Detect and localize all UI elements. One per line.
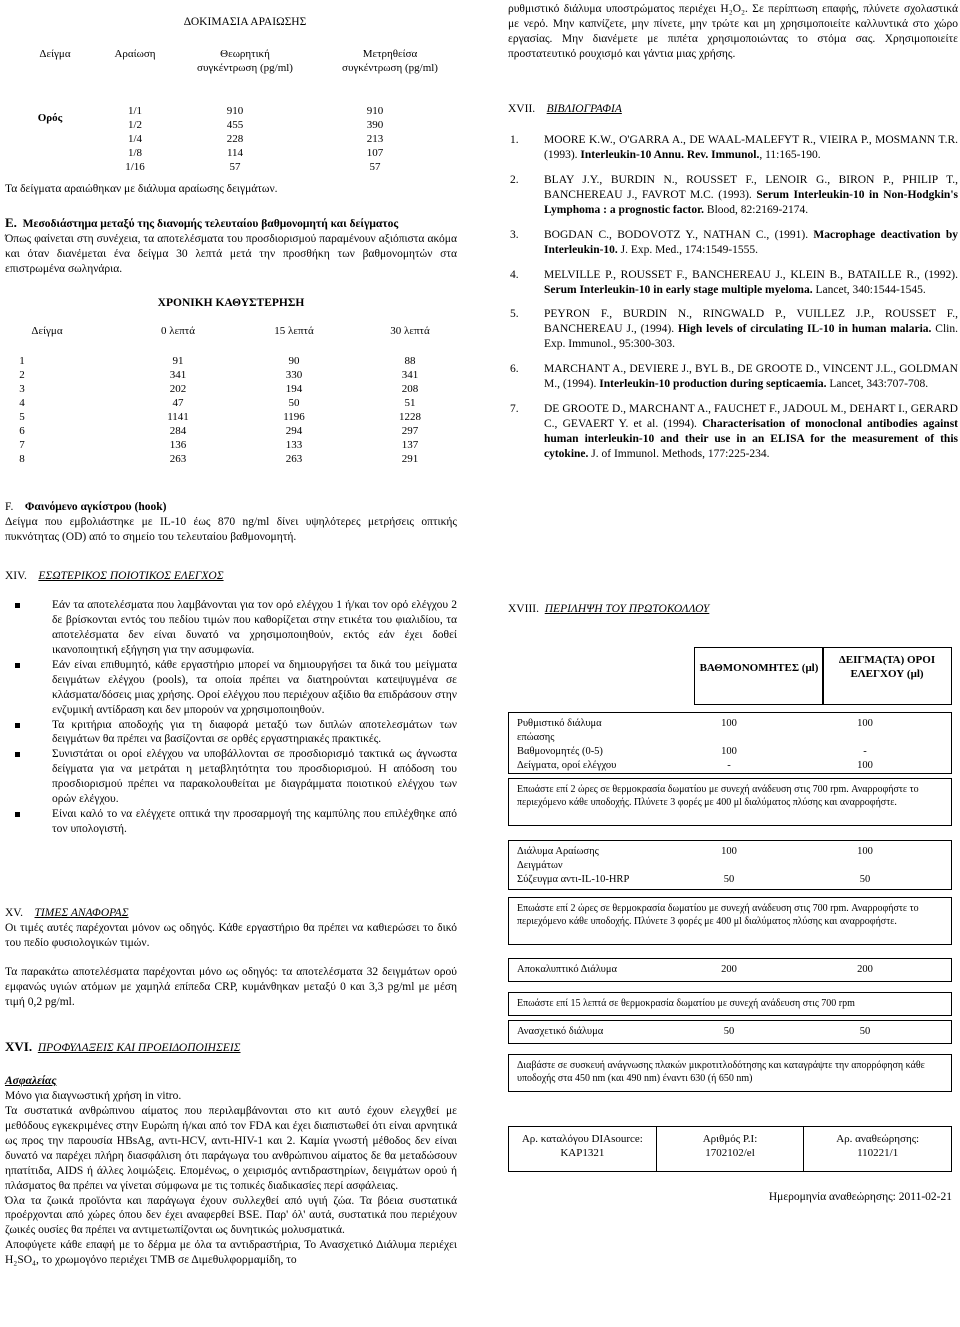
delay-table-title: ΧΡΟΝΙΚΗ ΚΑΘΥΣΤΕΡΗΣΗ [157, 297, 305, 309]
step-value: 100 [857, 718, 873, 729]
table-row [5, 452, 457, 466]
protocol-incubation-3 [508, 992, 952, 1016]
quality-control-list [5, 598, 457, 837]
ref-authors: BLAY J.Y., BURDIN N., ROUSSET F., LENOIR G., BIRON P., PHILIP T., BANCHEREAU J., FAVROT M.C. (1993). [544, 173, 958, 201]
delay-cell: 6 [19, 425, 25, 437]
step-value: 100 [857, 846, 873, 857]
ref-authors: BOGDAN C., BODOVOTZ Y., NATHAN C., (1991). [544, 228, 814, 241]
step-label: Ρυθμιστικό διάλυμα [517, 718, 602, 729]
delay-cell: 291 [401, 453, 419, 465]
dilution-test-title: ΔΟΚΙΜΑΣΙΑ ΑΡΑΙΩΣΗΣ [183, 16, 307, 28]
table-row [5, 160, 457, 174]
step-label: Δειγμάτων [517, 860, 563, 871]
theoretical-cell: 114 [226, 147, 244, 159]
delay-cell: 2 [19, 369, 25, 381]
delay-cell: 136 [169, 439, 187, 451]
protocol-block-3 [508, 958, 952, 982]
delay-cell: 284 [169, 425, 187, 437]
delay-cell: 90 [288, 355, 300, 367]
step-value: 100 [721, 718, 737, 729]
ref-title: Macrophage deactivation by Interleukin-10. [544, 228, 958, 256]
step-label: επώασης [517, 732, 555, 743]
step-label: Ανασχετικό διάλυμα [517, 1026, 604, 1037]
delay-cell: 341 [169, 369, 187, 381]
delay-header-15min: 15 λεπτά [274, 325, 314, 337]
section-xiv-num: XIV. [5, 570, 27, 582]
delay-table-header [5, 324, 457, 338]
safety-section [5, 1074, 457, 1268]
table-row [5, 410, 457, 424]
measured-cell: 390 [366, 119, 384, 131]
catalog-value: 1702102/el [705, 1147, 755, 1160]
list-item: Εάν είναι επιθυμητό, κάθε εργαστήριο μπορεί να δημιουργήσει τα δικά του μείγματα δειγμάτων ελέγχου (pools), τα οποία πρέπει να διατηρούνται κατεψυγμένα σε κλάσματα/δόσεις μιας χρήσης. Οροί ελέγχου που περιέχουν αξίδιο θα επιδράσουν στην ενζυμική αντίδραση και δεν μπορούν να χρησιμοποιηθούν. [5, 658, 457, 718]
theoretical-cell: 455 [226, 119, 244, 131]
revision-date: Ημερομηνία αναθεώρησης: 2011-02-21 [768, 1191, 952, 1203]
read-text: Διαβάστε σε συσκευή ανάγνωσης πλακών μικροτιτλοδότησης και καταγράψτε την απορρόφηση κάθε υποδοχής στα 450 nm (και 490 nm) έναντι 630 (ή 650 nm) [517, 1060, 925, 1084]
ref-title: Interleukin-10 production during septicaemia. [599, 378, 827, 391]
header-text: ΒΑΘΜΟΝΟΜΗΤΕΣ (μl) [699, 662, 819, 674]
table-row [5, 438, 457, 452]
section-xiv-title: ΕΣΩΤΕΡΙΚΟΣ ΠΟΙΟΤΙΚΟΣ ΕΛΕΓΧΟΣ [38, 570, 224, 582]
section-xiv-heading [5, 569, 457, 584]
catalog-label: Αρ. αναθεώρησης: [836, 1133, 920, 1145]
ref-authors: PEYRON F., BURDIN N., RINGWALD P., VUILLEZ J.P., ROUSSET F., BANCHEREAU J., (1994). [544, 308, 958, 336]
protocol-header-calibrators [694, 647, 824, 705]
dilution-cell: 1/4 [127, 133, 143, 145]
section-xvi-title: ΠΡΟΦΥΛΑΞΕΙΣ ΚΑΙ ΠΡΟΕΙΔΟΠΟΙΗΣΕΙΣ [37, 1042, 241, 1054]
step-value: 50 [723, 874, 735, 885]
list-item [508, 307, 958, 352]
revision-number [804, 1127, 951, 1171]
delay-cell: 50 [288, 397, 300, 409]
delay-cell: 194 [285, 383, 303, 395]
table-row [5, 354, 457, 368]
delay-header-sample: Δείγμα [31, 325, 63, 337]
protocol-header-samples [822, 647, 952, 705]
delay-cell: 1141 [167, 411, 189, 423]
ref-number: 4. [510, 268, 519, 281]
ref-title: High levels of circulating IL-10 in human malaria. [677, 323, 932, 336]
delay-cell: 208 [401, 383, 419, 395]
delay-cell: 1 [19, 355, 25, 367]
section-e [5, 215, 457, 277]
measured-cell: 57 [369, 161, 381, 173]
delay-cell: 91 [172, 355, 184, 367]
protocol-block-2 [508, 840, 952, 890]
step-value: 100 [721, 746, 737, 757]
safety-title: Ασφαλείας [5, 1075, 57, 1087]
delay-cell: 47 [172, 397, 184, 409]
delay-cell: 137 [401, 439, 419, 451]
theoretical-cell: 57 [229, 161, 241, 173]
section-f-letter: F. [5, 501, 14, 513]
table-row [5, 132, 457, 146]
table-row [5, 382, 457, 396]
delay-cell: 297 [401, 425, 419, 437]
catalog-label: Αριθμός P.I: [702, 1133, 758, 1145]
delay-cell: 1196 [283, 411, 305, 423]
section-xv-title: ΤΙΜΕΣ ΑΝΑΦΟΡΑΣ [34, 907, 129, 919]
ref-source: Lancet, 340:1544-1545. [812, 283, 926, 296]
section-e-text: Όπως φαίνεται στη συνέχεια, τα αποτελέσματα του προσδιορισμού παραμένουν αξιόπιστα ακόμα και όταν διανέμεται ένα δείγμα 30 λεπτά μετά την προσθήκη των βαθμονομητών στα επιστρωμένα σωληνάρια. [5, 232, 457, 275]
step-label: Σύζευγμα αντι-IL-10-HRP [517, 874, 630, 885]
list-item [508, 402, 958, 462]
step-label: Βαθμονομητές (0-5) [517, 746, 603, 757]
right-top-text: ρυθμιστικό διάλυμα υποστρώματος περιέχει H₂O₂. Σε περίπτωση επαφής, πλύνετε σχολαστικά με νερό. Μην καπνίζετε, μην πίνετε, μην τρώτε και μη χρησιμοποιείτε καλλυντικά στο χώρο εργασίας. Μην διανέμετε με πιπέτα χρησιμοποιώντας το στόμα σας. Χρησιμοποιείτε προστατευτικό ρουχισμό και γάντια μιας χρήσης. [508, 3, 958, 60]
table-row [5, 118, 457, 132]
list-item [508, 228, 958, 258]
section-xvii-title: ΒΙΒΛΙΟΓΡΑΦΙΑ [546, 103, 622, 115]
step-label: Διάλυμα Αραίωσης [517, 846, 599, 857]
delay-cell: 8 [19, 453, 25, 465]
section-xvi-num: XVI. [5, 1039, 33, 1054]
delay-cell: 202 [169, 383, 187, 395]
protocol-incubation-2 [508, 897, 952, 945]
ref-title: Characterisation of monoclonal antibodies against human interleukin-10 and their use in an ELISA for the measurement of this cytokine. [544, 418, 958, 460]
ref-authors: MELVILLE P., ROUSSET F., BANCHEREAU J., KLEIN B., BATAILLE R., (1992). [544, 268, 958, 281]
list-item [508, 133, 958, 163]
ref-number: 2. [510, 173, 519, 186]
table-row [5, 146, 457, 160]
ref-title: Interleukin-10 Annu. Rev. Immunol. [580, 148, 760, 161]
dilution-sample-label: Ορός [37, 112, 63, 124]
pi-number [657, 1127, 805, 1171]
list-item: Συνιστάται οι οροί ελέγχου να υποβάλλονται σε προσδιορισμό τακτικά ως άγνωστα δείγματα για να μετράται η μεταβλητότητα του προσδιορισμού. Η απόδοση του προσδιορισμού πρέπει να παρακολουθείται με διαγράμματα ποιοτικού ελέγχου των ορών ελέγχου. [5, 747, 457, 807]
section-f [5, 500, 457, 545]
incubation-text: Επωάστε επί 2 ώρες σε θερμοκρασία δωματίου με συνεχή ανάδευση στις 700 rpm. Αναρροφήστε το περιεχόμενο κάθε υποδοχής. Πλύνετε 3 φορές με 400 μl διαλύματος πλύσης και αναρροφήστε. [517, 903, 919, 927]
ref-source: Clin. Exp. Immunol., 95:300-303. [544, 323, 958, 351]
step-value: - [863, 746, 867, 757]
ref-number: 6. [510, 363, 519, 376]
table-row [5, 396, 457, 410]
section-f-title: Φαινόμενο αγκίστρου (hook) [24, 501, 167, 513]
delay-cell: 341 [401, 369, 419, 381]
ref-number: 5. [510, 308, 519, 321]
protocol-block-1 [508, 712, 952, 774]
theoretical-cell: 910 [226, 105, 244, 117]
catalog-value: 110221/1 [857, 1147, 899, 1160]
dilution-cell: 1/16 [125, 161, 145, 173]
safety-p3: Όλα τα ζωικά προϊόντα και παράγωγα έχουν συλλεχθεί από υγιή ζώα. Τα βόεια συστατικά προέρχονται από χώρες όπου δεν έχει αναφερθεί BSE. Παρ' όλ' αυτά, συστατικά που περιέχουν ζωικές ουσίες θα πρέπει να αντιμετωπίζονται ως δυνητικώς μολυσματικά. [5, 1194, 457, 1237]
dilution-header-theoretical: Θεωρητική συγκέντρωση (pg/ml) [197, 48, 293, 75]
protocol-read [508, 1054, 952, 1092]
header-text: ΔΕΙΓΜΑ(ΤΑ) ΟΡΟΙ ΕΛΕΓΧΟΥ (μl) [838, 654, 936, 681]
delay-cell: 88 [404, 355, 416, 367]
dilution-header-dilution: Αραίωση [114, 48, 156, 60]
theoretical-cell: 228 [226, 133, 244, 145]
catalog-number [509, 1127, 657, 1171]
section-xviii-title: ΠΕΡΙΛΗΨΗ ΤΟΥ ΠΡΩΤΟΚΟΛΛΟΥ [544, 603, 710, 615]
section-f-text: Δείγμα που εμβολιάστηκε με IL-10 έως 870 ng/ml δίνει υψηλότερες μετρήσεις οπτικής πυκνότητας (OD) από το σημείο του τελευταίου βαθμονομητή. [5, 515, 457, 543]
section-xvi-heading [5, 1039, 457, 1056]
section-xv-text1: Οι τιμές αυτές παρέχονται μόνον ως οδηγός. Κάθε εργαστήριο θα πρέπει να καθιερώσει το δικό του πεδίο φυσιολογικών τιμών. [5, 921, 457, 949]
ref-title: Serum Interleukin-10 in early stage multiple myeloma. [544, 283, 813, 296]
table-row [5, 424, 457, 438]
dilution-header-sample: Δείγμα [39, 48, 71, 60]
dilution-table-header [5, 47, 457, 87]
step-value: 100 [857, 760, 873, 771]
safety-p2: Τα συστατικά ανθρώπινου αίματος που περιλαμβάνονται στο κιτ αυτό έχουν ελεγχθεί με μεθόδους εγκεκριμένες στην Ευρώπη ή/και από τον FDA και έχει διαπιστωθεί ότι είναι αρνητικά ως προς την παρουσία HBsAg, αντι-HCV, αντι-HIV-1 και 2. Καμία γνωστή μέθοδος δεν είναι δυνατό να παρέχει πλήρη διασφάλιση ότι παράγωγα του ανθρώπινου αίματος δε θα μεταδώσουν ηπατίτιδα, AIDS ή άλλες λοιμώξεις. Επομένως, ο χειρισμός αντιδραστηρίων, δειγμάτων ορού ή πλάσματος θα πρέπει να γίνεται σύμφωνα με τις τοπικές διαδικασίες περί ασφάλειας. [5, 1104, 457, 1192]
ref-source: , 11:165-190. [759, 148, 821, 161]
dilution-cell: 1/8 [127, 147, 143, 159]
delay-cell: 51 [404, 397, 416, 409]
delay-cell: 3 [19, 383, 25, 395]
incubation-text: Επωάστε επί 2 ώρες σε θερμοκρασία δωματίου με συνεχή ανάδευση στις 700 rpm. Αναρροφήστε το περιεχόμενο κάθε υποδοχής. Πλύνετε 3 φορές με 400 μl διαλύματος πλύσης και αναρροφήστε. [517, 784, 919, 808]
section-e-title: Μεσοδιάστημα μεταξύ της διανομής τελευταίου βαθμονομητή και δείγματος [22, 218, 399, 230]
safety-p4: Αποφύγετε κάθε επαφή με το δέρμα με όλα τα αντιδραστήρια, Το Ανασχετικό Διάλυμα περιέχει H₂SO₄, το χρωμογόνο περιέχει TMB σε Διμεθυλφορμαμίδη, το [5, 1239, 457, 1267]
list-item: Είναι καλό το να ελέγχετε οπτικά την προσαρμογή της καμπύλης που επιλέχθηκε από τον υπολογιστή. [5, 807, 457, 837]
ref-number: 3. [510, 228, 519, 241]
list-item: Εάν τα αποτελέσματα που λαμβάνονται για τον ορό ελέγχου 1 ή/και τον ορό ελέγχου 2 δε βρίσκονται εντός του πεδίου τιμών που καθορίζεται στην ετικέτα του φιαλιδίου, τα αποτελέσματα δεν είναι δυνατό να χρησιμοποιηθούν, εκτός εάν έχει δοθεί ικανοποιητική εξήγηση για την ασυμφωνία. [5, 598, 457, 658]
ref-authors: MARCHANT A., DEVIERE J., BYL B., DE GROOTE D., VINCENT J.L., GOLDMAN M., (1994). [544, 363, 958, 391]
delay-cell: 4 [19, 397, 25, 409]
safety-p1: Μόνο για διαγνωστική χρήση in vitro. [5, 1089, 182, 1102]
step-value: 200 [721, 964, 737, 975]
delay-header-30min: 30 λεπτά [390, 325, 430, 337]
measured-cell: 107 [366, 147, 384, 159]
measured-cell: 910 [366, 105, 384, 117]
measured-cell: 213 [366, 133, 384, 145]
dilution-cell: 1/2 [127, 119, 143, 131]
ref-authors: DE GROOTE D., MARCHANT A., FAUCHET F., JADOUL M., DEHART I., GERARD C., GEVAERT Y. et al. (1994). [544, 403, 958, 431]
step-label: Αποκαλυπτικό Διάλυμα [517, 964, 617, 975]
step-value: 50 [723, 1026, 735, 1037]
catalog-label: Αρ. καταλόγου DIAsource: [521, 1133, 643, 1145]
delay-cell: 1228 [399, 411, 421, 423]
step-value: 50 [859, 1026, 871, 1037]
ref-source: Lancet, 343:707-708. [826, 378, 929, 391]
ref-source: Blood, 82:2169-2174. [704, 203, 809, 216]
delay-cell: 5 [19, 411, 25, 423]
list-item [508, 268, 958, 298]
ref-number: 7. [510, 403, 519, 416]
dilution-cell: 1/1 [127, 105, 143, 117]
bibliography-list [508, 133, 958, 472]
ref-number: 1. [510, 134, 519, 146]
ref-source: J. Exp. Med., 174:1549-1555. [617, 243, 759, 256]
step-value: - [727, 760, 731, 771]
section-e-letter: Ε. [5, 215, 17, 230]
delay-cell: 133 [285, 439, 303, 451]
section-xv [5, 906, 457, 1010]
section-xviii-num: XVIII. [508, 603, 539, 615]
ref-title: Serum Interleukin-10 in Non-Hodgkin's Lymphoma : a prognostic factor. [544, 188, 958, 216]
protocol-incubation-1 [508, 778, 952, 826]
section-xv-text2: Τα παρακάτω αποτελέσματα παρέχονται μόνο ως οδηγός: τα αποτελέσματα 32 δειγμάτων ορού εμφανώς υγιών ατόμων με χαμηλά επίπεδα CRP, κυμάνθηκαν μεταξύ 0 και 3,3 pg/ml με μέση τιμή 0,2 pg/ml. [5, 965, 457, 1008]
section-xviii-heading [508, 602, 958, 617]
ref-source: J. of Immunol. Methods, 177:225-234. [588, 447, 770, 460]
table-row [5, 104, 457, 118]
incubation-text: Επωάστε επί 15 λεπτά σε θερμοκρασία δωματίου με συνεχή ανάδευση στις 700 rpm [517, 998, 855, 1009]
delay-cell: 294 [285, 425, 303, 437]
delay-cell: 263 [285, 453, 303, 465]
step-value: 50 [859, 874, 871, 885]
section-xv-num: XV. [5, 907, 24, 919]
catalog-box [508, 1126, 952, 1172]
list-item [508, 362, 958, 392]
dilution-note: Τα δείγματα αραιώθηκαν με διάλυμα αραίωσης δειγμάτων. [5, 183, 278, 195]
delay-cell: 7 [19, 439, 25, 451]
step-value: 200 [857, 964, 873, 975]
catalog-value: KAP1321 [560, 1147, 605, 1160]
step-label: Δείγματα, οροί ελέγχου [517, 760, 617, 771]
dilution-header-measured: Μετρηθείσα συγκέντρωση (pg/ml) [342, 48, 438, 75]
delay-cell: 263 [169, 453, 187, 465]
protocol-block-4 [508, 1020, 952, 1044]
table-row [5, 368, 457, 382]
step-value: 100 [721, 846, 737, 857]
delay-cell: 330 [285, 369, 303, 381]
section-xvii-num: XVII. [508, 103, 536, 115]
delay-header-0min: 0 λεπτά [161, 325, 195, 337]
ref-authors: MOORE K.W., O'GARRA A., DE WAAL-MALEFYT R., VIEIRA P., MOSMANN T.R. (1993). [544, 134, 958, 161]
section-xvii-heading [508, 102, 958, 117]
list-item [508, 173, 958, 218]
list-item: Τα κριτήρια αποδοχής για τη διαφορά μεταξύ των διπλών αποτελεσμάτων των δειγμάτων θα πρέπει να βασίζονται σε ορθές εργαστηριακές πρακτικές. [5, 718, 457, 748]
